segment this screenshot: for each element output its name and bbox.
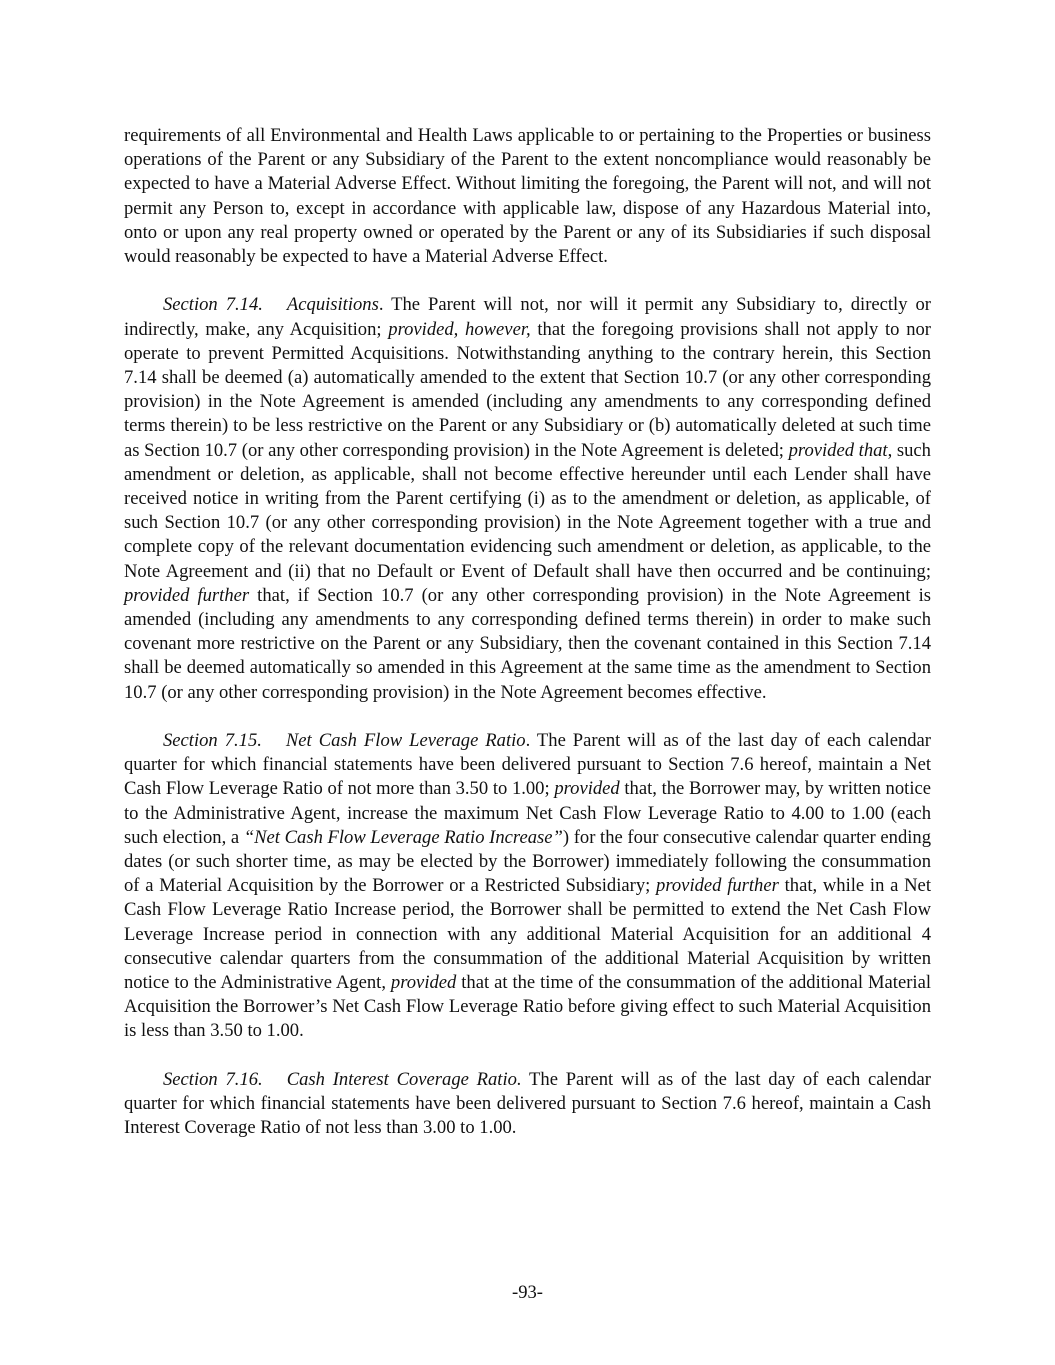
- section-7-16-text-1: The Parent will as of the last day of each calendar quarter for which financial statements have been delivered pursuant to Section 7.6 hereof, maintain a Cash Interest Coverage Ratio of not less than 3.00 to 1.00.: [124, 1068, 931, 1139]
- section-7-15-text-5: that at the time of the consummation of the additional Material Acquisition the Borrower’s Net Cash Flow Leverage Ratio before giving effect to such Material Acquisition is less than 3.50 to 1.00.: [124, 972, 931, 1042]
- section-7-15-proviso-1: provided: [554, 778, 620, 800]
- section-7-16-paragraph: [124, 1068, 931, 1141]
- section-7-14-number: Section 7.14.: [163, 294, 263, 316]
- section-7-15-proviso-3: provided: [390, 972, 457, 994]
- document-page: [124, 124, 931, 1165]
- continuation-text: requirements of all Environmental and Health Laws applicable to or pertaining to the Properties or business operations of the Parent or any Subsidiary of the Parent to the extent noncompliance would reasonably be expected to have a Material Adverse Effect. Without limiting the foregoing, the Parent will not, and will not permit any Person to, except in accordance with applicable law, dispose of any Hazardous Material into, onto or upon any real property owned or operated by the Parent or any of its Subsidiaries if such disposal would reasonably be expected to have a Material Adverse Effect.: [124, 125, 931, 268]
- page-number: -93-: [512, 1282, 543, 1303]
- section-7-16-number: Section 7.16.: [163, 1068, 263, 1090]
- section-7-15-paragraph: [124, 729, 931, 1044]
- section-7-15-text-1: . The Parent will as of the last day of each calendar quarter for which financial statements have been delivered pursuant to Section 7.6 hereof, maintain a Net Cash Flow Leverage Ratio of not more than 3.50 to 1.00;: [124, 730, 931, 800]
- section-7-15-defined-term: “Net Cash Flow Leverage Ratio Increase”: [243, 826, 563, 848]
- section-7-15-title: Net Cash Flow Leverage Ratio: [285, 730, 526, 752]
- section-7-14-proviso-3: provided further: [124, 584, 250, 606]
- section-7-14-text-4: that, if Section 10.7 (or any other corresponding provision) in the Note Agreement is amended (including any amendments to any corresponding defined terms therein) in order to make such covenant more restrictive on the Parent or any Subsidiary, then the covenant contained in this Section 7.14 shall be deemed automatically so amended in this Agreement at the same time as the amendment to Section 10.7 (or any other corresponding provision) in the Note Agreement becomes effective.: [124, 584, 931, 703]
- section-7-14-text-3: , such amendment or deletion, as applicable, shall not become effective hereunder until each Lender shall have received notice in writing from the Parent certifying (i) as to the amendment or deletion, as applicable, of such Section 10.7 (or any other corresponding provision) in the Note Agreement together with a true and complete copy of the relevant documentation evidencing such amendment or deletion, as applicable, to the Note Agreement and (ii) that no Default or Event of Default shall have then occurred and be continuing;: [124, 439, 931, 582]
- section-7-14-text-1: . The Parent will not, nor will it permit any Subsidiary to, directly or indirectly, make, any Acquisition;: [124, 294, 931, 340]
- section-7-16-title: Cash Interest Coverage Ratio.: [286, 1068, 522, 1090]
- continuation-paragraph: [124, 124, 931, 269]
- section-7-14-paragraph: [124, 293, 931, 704]
- section-7-14-text-2: that the foregoing provisions shall not apply to nor operate to prevent Permitted Acquisitions. Notwithstanding anything to the contrary herein, this Section 7.14 shall be deemed (a) automatically amended to the extent that Section 10.7 (or any other corresponding provision) in the Note Agreement is amended (including any amendments to any corresponding defined terms therein) to be less restrictive on the Parent or any Subsidiary or (b) automatically deleted at such time as Section 10.7 (or any other corresponding provision) in the Note Agreement is deleted;: [124, 318, 931, 461]
- section-7-14-proviso-1: provided, however,: [388, 318, 531, 340]
- section-7-15-proviso-2: provided further: [656, 875, 779, 897]
- section-7-15-text-4: that, while in a Net Cash Flow Leverage Ratio Increase period, the Borrower shall be permitted to extend the Net Cash Flow Leverage Increase period in connection with any additional Material Acquisition for an additional 4 consecutive calendar quarters from the consummation of the additional Material Acquisition by written notice to the Administrative Agent,: [124, 875, 931, 994]
- section-7-14-proviso-2: provided that: [788, 439, 888, 461]
- section-7-15-text-3: ) for the four consecutive calendar quarter ending dates (or such shorter time, as may be elected by the Borrower) immediately following the consummation of a Material Acquisition by the Borrower or a Restricted Subsidiary;: [124, 826, 932, 897]
- section-7-15-text-2: that, the Borrower may, by written notice to the Administrative Agent, increase the maximum Net Cash Flow Leverage Ratio to 4.00 to 1.00 (each such election, a: [124, 778, 931, 848]
- section-7-14-title: Acquisitions: [286, 294, 379, 316]
- section-7-15-number: Section 7.15.: [163, 730, 262, 752]
